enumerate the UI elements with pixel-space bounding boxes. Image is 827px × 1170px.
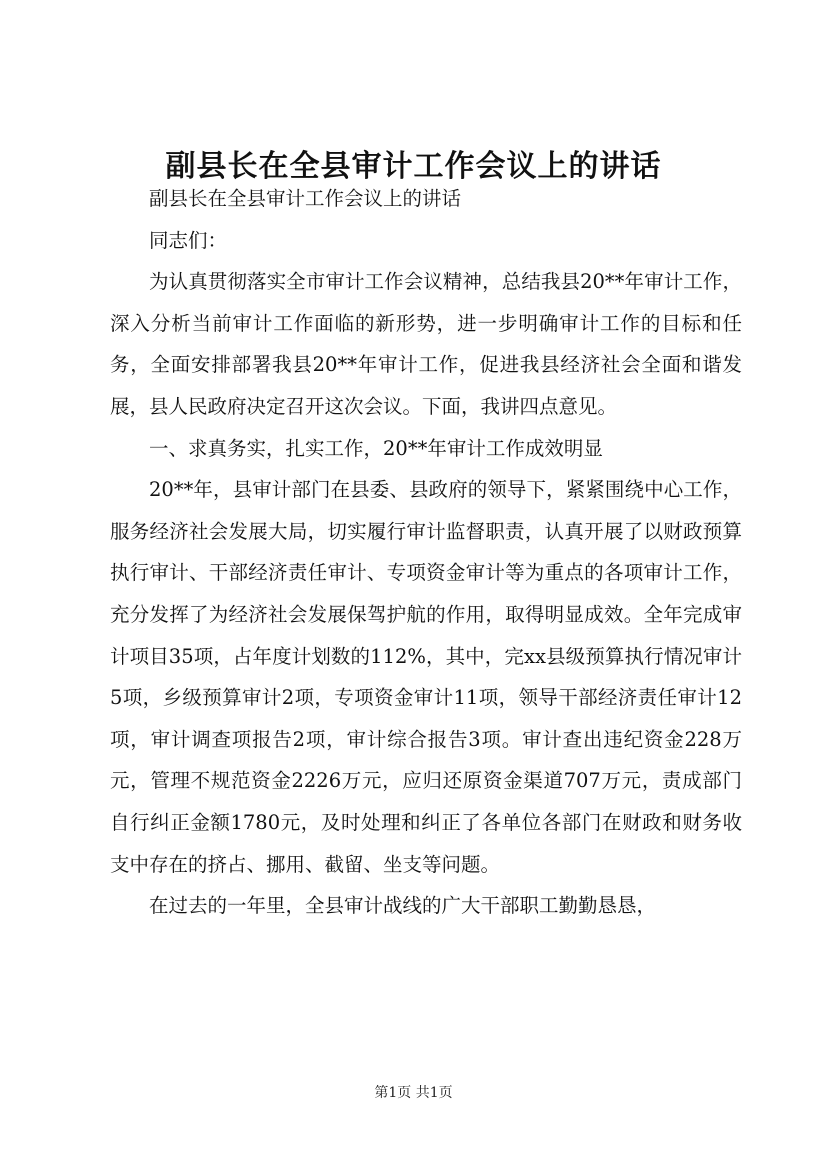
- document-title: 副县长在全县审计工作会议上的讲话: [165, 149, 662, 184]
- document-body: [110, 178, 742, 927]
- paragraph-results: 20**年，县审计部门在县委、县政府的领导下，紧紧围绕中心工作，服务经济社会发展大局，切实履行审计监督职责，认真开展了以财政预算执行审计、干部经济责任审计、专项资金审计等为重点的各项审计工作，充分发挥了为经济社会发展保驾护航的作用，取得明显成效。全年完成审计项目35项，占年度计划数的112%，其中，完xx县级预算执行情况审计5项，乡级预算审计2项，专项资金审计11项，领导干部经济责任审计12项，审计调查项报告2项，审计综合报告3项。审计查出违纪资金228万元，管理不规范资金2226万元，应归还原资金渠道707万元，责成部门自行纠正金额1780元，及时处理和纠正了各单位各部门在财政和财务收支中存在的挤占、挪用、截留、坐支等问题。: [110, 478, 742, 876]
- paragraph-past-year: 在过去的一年里，全县审计战线的广大干部职工勤勤恳恳，: [149, 894, 657, 918]
- page-footer: 第1页 共1页: [374, 1085, 453, 1101]
- paragraph-salutation: 同志们：: [149, 228, 228, 252]
- paragraph-intro: 为认真贯彻落实全市审计工作会议精神，总结我县20**年审计工作，深入分析当前审计工作面临的新形势，进一步明确审计工作的目标和任务，全面安排部署我县20**年审计工作，促进我县经济社会全面和谐发展，县人民政府决定召开这次会议。下面，我讲四点意见。: [110, 270, 742, 418]
- paragraph-section-heading: 一、求真务实，扎实工作，20**年审计工作成效明显: [149, 436, 603, 460]
- paragraph-subtitle: 副县长在全县审计工作会议上的讲话: [149, 187, 462, 210]
